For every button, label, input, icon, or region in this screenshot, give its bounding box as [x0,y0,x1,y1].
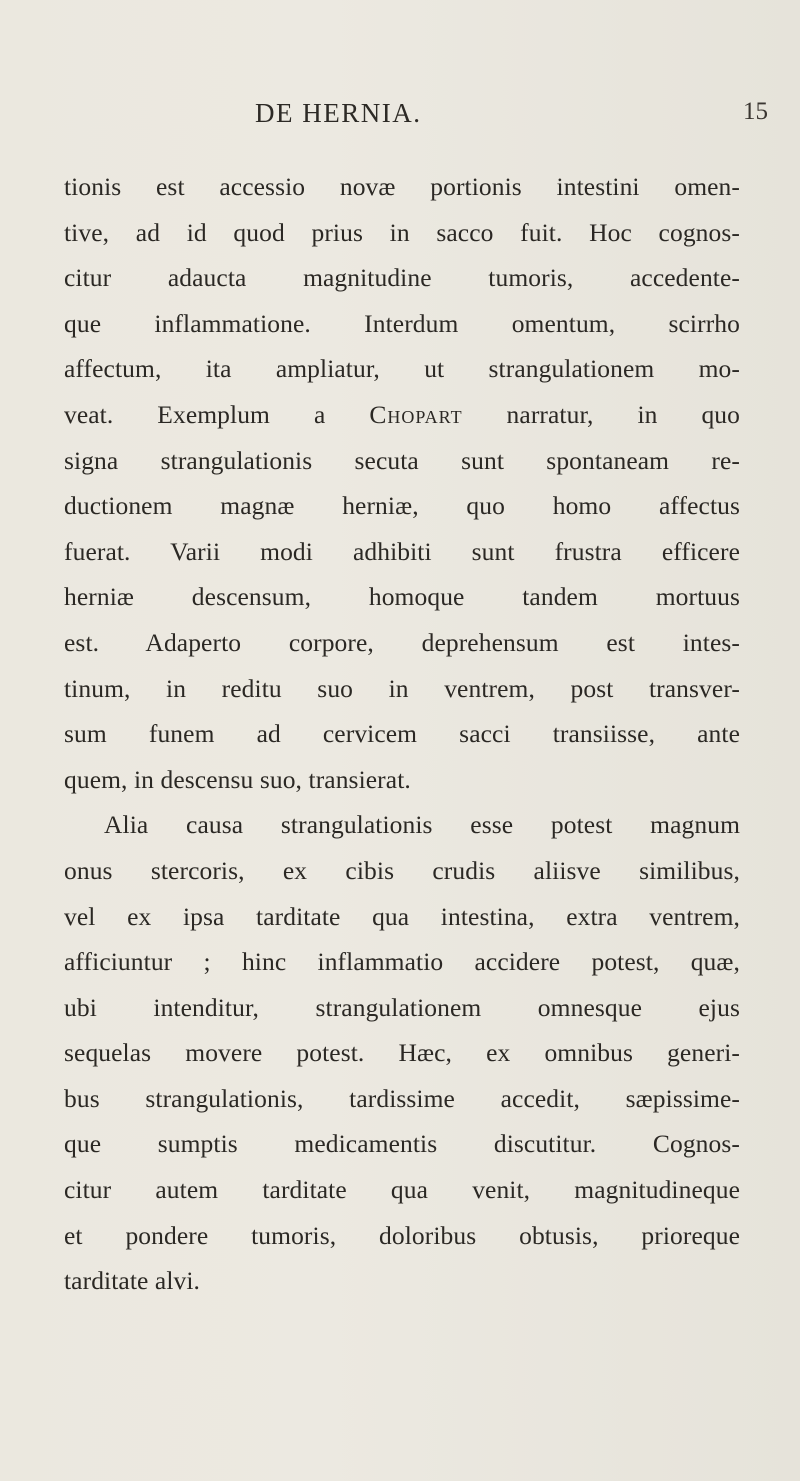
running-title: DE HERNIA. [255,98,422,128]
text-line: onus stercoris, ex cibis crudis aliisve similibus, [64,855,740,885]
text-line: vel ex ipsa tarditate qua intestina, extra ventrem, [64,901,740,931]
text-line: tarditate alvi. [64,1266,201,1296]
text-line: citur autem tarditate qua venit, magnitudineque [64,1175,740,1205]
author-name: Chopart [369,399,463,429]
text-segment: narratur, in quo [462,399,740,429]
text-line: quem, in descensu suo, transierat. [64,764,411,794]
text-line: sum funem ad cervicem sacci transiisse, ante [64,719,740,749]
text-line: fuerat. Varii modi adhibiti sunt frustra efficere [64,536,740,566]
text-line: afficiuntur ; hinc inflammatio accidere potest, quæ, [64,947,740,977]
text-line: ubi intenditur, strangulationem omnesque ejus [64,992,740,1022]
text-line: tionis est accessio novæ portionis intestini omen- [64,172,740,201]
running-head [0,98,800,138]
text-segment: veat. Exemplum a [64,399,370,429]
text-line: bus strangulationis, tardissime accedit, sæpissime- [64,1083,740,1113]
text-line: citur adaucta magnitudine tumoris, accedente- [64,263,740,293]
text-line: est. Adaperto corpore, deprehensum est intes- [64,627,740,657]
text-line: Alia causa strangulationis esse potest magnum [104,810,740,840]
text-line: herniæ descensum, homoque tandem mortuus [64,582,740,612]
text-line: que sumptis medicamentis discutitur. Cognos- [64,1129,740,1159]
text-line [64,392,740,438]
page-number: 15 [743,98,768,125]
text-line: ductionem magnæ herniæ, quo homo affectus [64,491,740,521]
text-line: et pondere tumoris, doloribus obtusis, prioreque [64,1220,740,1250]
text-line: tive, ad id quod prius in sacco fuit. Hoc cognos- [64,217,740,247]
text-line: sequelas movere potest. Hæc, ex omnibus generi- [64,1038,740,1068]
text-line: que inflammatione. Interdum omentum, scirrho [64,308,740,338]
body-text [64,164,740,1304]
text-line: tinum, in reditu suo in ventrem, post transver- [64,673,740,703]
text-line: affectum, ita ampliatur, ut strangulationem mo- [64,354,740,384]
text-line: signa strangulationis secuta sunt spontaneam re- [64,445,740,475]
